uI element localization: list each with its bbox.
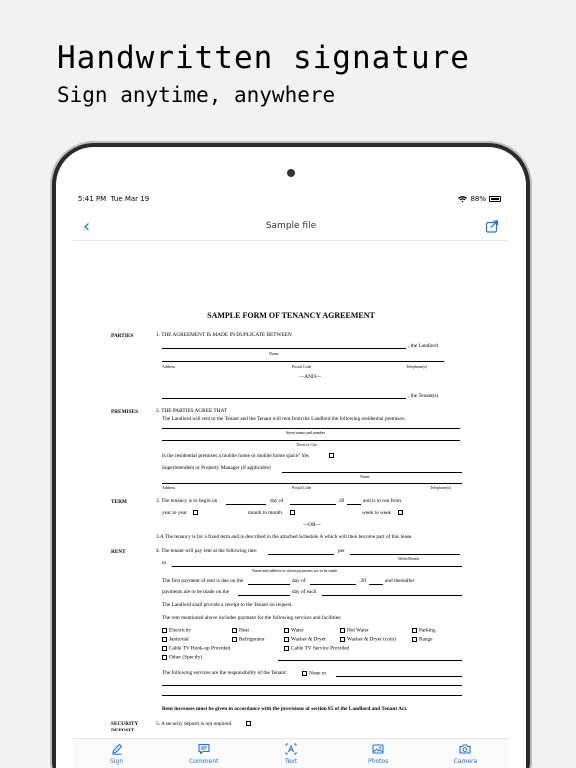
photos-label: Photos [368, 758, 389, 765]
term-fixed: 3.A The tenancy is for a fixed term and is described in the attached Schedule A which will then become part of this lease. [156, 534, 413, 540]
section-term: TERM [111, 499, 127, 505]
service-electricity[interactable]: Electricity [162, 628, 191, 634]
rent-first-year-line[interactable] [369, 584, 383, 585]
service-cable-hookup[interactable]: Cable TV Hook-up Provided [162, 646, 230, 652]
landlord-name-line[interactable] [162, 348, 406, 349]
none-checkbox[interactable]: None or [302, 671, 326, 677]
caption-super-postal: Postal Code [292, 485, 312, 490]
parties-line1: 1. THE AGREEMENT IS MADE IN DUPLICATE BETWEEN [156, 332, 292, 338]
super-address-line[interactable] [162, 483, 462, 484]
photos-tool[interactable] [335, 739, 422, 768]
photos-icon [372, 743, 384, 755]
text-icon [285, 743, 297, 755]
wifi-icon [458, 196, 467, 203]
tenant-name-line[interactable] [162, 398, 406, 399]
resp-line3[interactable] [162, 695, 462, 696]
service-heat[interactable]: Heat [232, 628, 249, 634]
comment-label: Comment [189, 758, 219, 765]
camera-tool[interactable] [422, 739, 509, 768]
tenant-label: , the Tenant(s) [408, 393, 439, 399]
rent-responsibility: The following services are the responsibility of the Tenant: [162, 670, 287, 676]
service-cable-service[interactable]: Cable TV Service Provided [284, 646, 349, 652]
text-label: Text [284, 758, 298, 765]
rent-line1: 4. The tenant will pay rent at the following rate: [156, 548, 258, 554]
resp-line1[interactable] [336, 676, 462, 677]
section-security: SECURITY [111, 721, 139, 727]
premises-line1: 2. THE PARTIES AGREE THAT [156, 408, 227, 414]
term-wtw: week to week [362, 510, 392, 516]
chevron-left-icon[interactable]: ‹ [83, 216, 91, 237]
status-bar [73, 193, 509, 207]
status-date: Tue Mar 19 [110, 195, 150, 203]
wtw-checkbox[interactable] [398, 510, 403, 515]
rent-dayof: day of [292, 578, 306, 584]
service-refrigerator[interactable]: Refrigerator [232, 637, 265, 643]
term-start-line[interactable] [226, 504, 266, 505]
caption-town: Town or City [296, 442, 318, 447]
promo-headline: Handwritten signature [57, 40, 470, 76]
resp-line2[interactable] [162, 685, 462, 686]
bottom-toolbar [73, 738, 509, 768]
mobile-yes-checkbox[interactable] [329, 453, 334, 458]
rent-receipt: The Landlord shall provide a receipt to the Tenant on request. [162, 602, 293, 608]
mtm-checkbox[interactable] [290, 510, 295, 515]
pen-icon [111, 743, 123, 755]
section-deposit: DEPOSIT [111, 728, 135, 731]
service-parking[interactable]: Parking [412, 628, 435, 634]
term-mtm: month to month [248, 510, 282, 516]
landlord-address-line[interactable] [162, 361, 444, 362]
rent-period-line[interactable] [350, 554, 460, 555]
premises-line2: The Landlord will rent to the Tenant and the Tenant will rent from the Landlord the following residential premises: [162, 416, 406, 422]
rent-payee-line[interactable] [172, 566, 462, 567]
rent-thereafter: and thereafter [385, 578, 415, 584]
security-line1: 5. A security deposit is not required. [156, 721, 233, 727]
camera-label: Camera [453, 758, 478, 765]
sign-label: Sign [110, 758, 124, 765]
document-page[interactable] [96, 241, 486, 731]
service-washer-dryer-coin[interactable]: Washer & Dryer (coin) [340, 637, 396, 643]
rent-first: The first payment of rent is due on the [162, 578, 244, 584]
term-year-line[interactable] [347, 504, 361, 505]
caption-super-name: Name [360, 474, 370, 479]
status-time: 5:41 PM [78, 195, 107, 203]
nav-title: Sample file [265, 221, 317, 231]
caption-address: Address [162, 364, 176, 369]
caption-postal: Postal Code [292, 364, 312, 369]
camera-icon [459, 743, 471, 755]
rent-amount-line[interactable] [268, 554, 334, 555]
term-month-line[interactable] [290, 504, 336, 505]
caption-super-telephone: Telephone(s) [430, 485, 451, 490]
service-other[interactable]: Other (Specify) [162, 655, 202, 661]
doc-title: SAMPLE FORM OF TENANCY AGREEMENT [207, 311, 375, 320]
battery-percent: 88% [470, 195, 486, 203]
rent-per: per [338, 548, 345, 554]
service-janitorial[interactable]: Janitorial [162, 637, 189, 643]
town-line[interactable] [162, 440, 460, 441]
text-tool[interactable] [247, 739, 334, 768]
superintendent-label: Superintendent or Property Manager (if applicable) [162, 465, 271, 471]
term-runfrom: and is to run from [363, 498, 401, 504]
battery-icon [489, 196, 501, 202]
app-screen [73, 193, 509, 768]
caption-name: Name [269, 351, 279, 356]
rent-each-line[interactable] [322, 595, 462, 596]
superintendent-line[interactable] [282, 472, 462, 473]
no-deposit-checkbox[interactable] [246, 721, 251, 726]
landlord-label: , the Landlord [408, 343, 438, 349]
rent-y20: , 20 [358, 578, 366, 584]
term-or: —OR— [303, 522, 321, 528]
rent-increase: Rent increases must be given in accordance with the provisions of section 85 of the Landlord and Tenant Act. [162, 706, 408, 712]
rent-payday-line[interactable] [238, 595, 290, 596]
caption-super-address: Address [162, 485, 176, 490]
service-other-line[interactable] [278, 660, 462, 661]
rent-includes: The rent mentioned above includes payment for the following services and facilities: [162, 615, 342, 621]
service-range[interactable]: Range [412, 637, 433, 643]
front-camera [287, 169, 295, 177]
service-hot-water[interactable]: Hot Water [340, 628, 369, 634]
caption-payee: Name and address to whom payments are to be made [252, 568, 338, 573]
section-rent: RENT [111, 549, 126, 555]
yty-checkbox[interactable] [193, 510, 198, 515]
term-year: 20 [339, 498, 345, 504]
caption-weekmonth: Week/Month [398, 556, 419, 561]
term-line1: 3. The tenancy is to begin on [156, 498, 218, 504]
comment-icon [198, 743, 210, 755]
rent-to: to [162, 560, 167, 566]
service-washer-dryer[interactable]: Washer & Dryer [284, 637, 326, 643]
caption-telephone: Telephone(s) [406, 364, 427, 369]
section-premises: PREMISES [111, 409, 139, 415]
sign-tool[interactable] [73, 739, 160, 768]
share-icon[interactable] [485, 219, 499, 233]
promo-subline: Sign anytime, anywhere [57, 83, 336, 107]
comment-tool[interactable] [160, 739, 247, 768]
term-dayof: day of [270, 498, 284, 504]
nav-bar [73, 213, 509, 241]
caption-street: Street name and number [286, 430, 325, 435]
mobile-question: Is the residential premises a mobile home or mobile home space? Yes [162, 453, 310, 459]
rent-payments: payments are to be made on the [162, 589, 230, 595]
rent-first-month-line[interactable] [310, 584, 356, 585]
and-label: —AND— [299, 374, 322, 380]
section-parties: PARTIES [111, 333, 134, 339]
rent-dayofeach: day of each [292, 589, 317, 595]
service-water[interactable]: Water [284, 628, 304, 634]
rent-first-day-line[interactable] [248, 584, 290, 585]
term-yty: year to year [162, 510, 187, 516]
street-line[interactable] [162, 428, 460, 429]
